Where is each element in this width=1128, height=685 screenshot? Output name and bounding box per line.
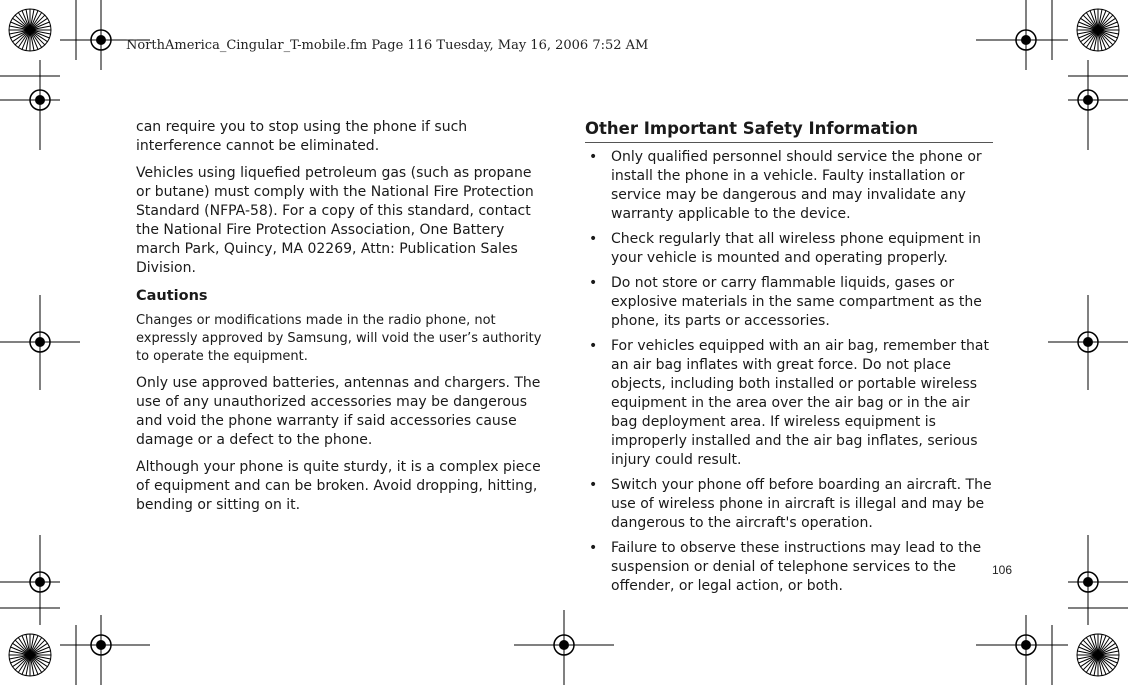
- paragraph-modifications: Changes or modifications made in the radio phone, not expressly approved by Samsung, will void the user’s authority to operate the equipment.: [136, 313, 542, 364]
- list-item: • Switch your phone off before boarding an aircraft. The use of wireless phone in aircraft is illegal and may be dangerous to the aircraft's operation.: [585, 476, 993, 533]
- list-item: • Check regularly that all wireless phone equipment in your vehicle is mounted and operating properly.: [585, 230, 993, 268]
- cautions-heading: Cautions: [136, 288, 208, 304]
- paragraph-lpg-vehicles: Vehicles using liquefied petroleum gas (such as propane or butane) must comply with the National Fire Protection Standard (NFPA-58). For a copy of this standard, contact the National Fire Protection Association, One Battery march Park, Quincy, MA 02269, Attn: Publication Sales Division.: [136, 165, 534, 276]
- right-column: [585, 118, 993, 602]
- list-item: • For vehicles equipped with an air bag, remember that an air bag inflates with great force. Do not place objects, including both installed or portable wireless equipment in the area over the air bag or in the air bag deployment area. If wireless equipment is improperly installed and the air bag inflates, serious injury could result.: [585, 337, 993, 470]
- file-info-header: NorthAmerica_Cingular_T-mobile.fm Page 116 Tuesday, May 16, 2006 7:52 AM: [126, 38, 649, 53]
- paragraph-sturdy: Although your phone is quite sturdy, it is a complex piece of equipment and can be broken. Avoid dropping, hitting, bending or sitting on it.: [136, 459, 541, 513]
- paragraph-interference: can require you to stop using the phone if such interference cannot be eliminated.: [136, 119, 468, 154]
- list-item: • Do not store or carry flammable liquids, gases or explosive materials in the same compartment as the phone, its parts or accessories.: [585, 274, 993, 331]
- paragraph-accessories: Only use approved batteries, antennas and chargers. The use of any unauthorized accessories may be dangerous and void the phone warranty if said accessories cause damage or a defect to the phone.: [136, 375, 541, 448]
- safety-bullet-list: [585, 148, 993, 596]
- list-item: • Only qualified personnel should service the phone or install the phone in a vehicle. Faulty installation or service may be dangerous and may invalidate any warranty applicable to the device.: [585, 148, 993, 224]
- left-column: [136, 118, 546, 523]
- list-item: • Failure to observe these instructions may lead to the suspension or denial of telephone services to the offender, or legal action, or both.: [585, 539, 993, 596]
- section-title: Other Important Safety Information: [585, 118, 993, 143]
- page-number: 106: [992, 563, 1013, 577]
